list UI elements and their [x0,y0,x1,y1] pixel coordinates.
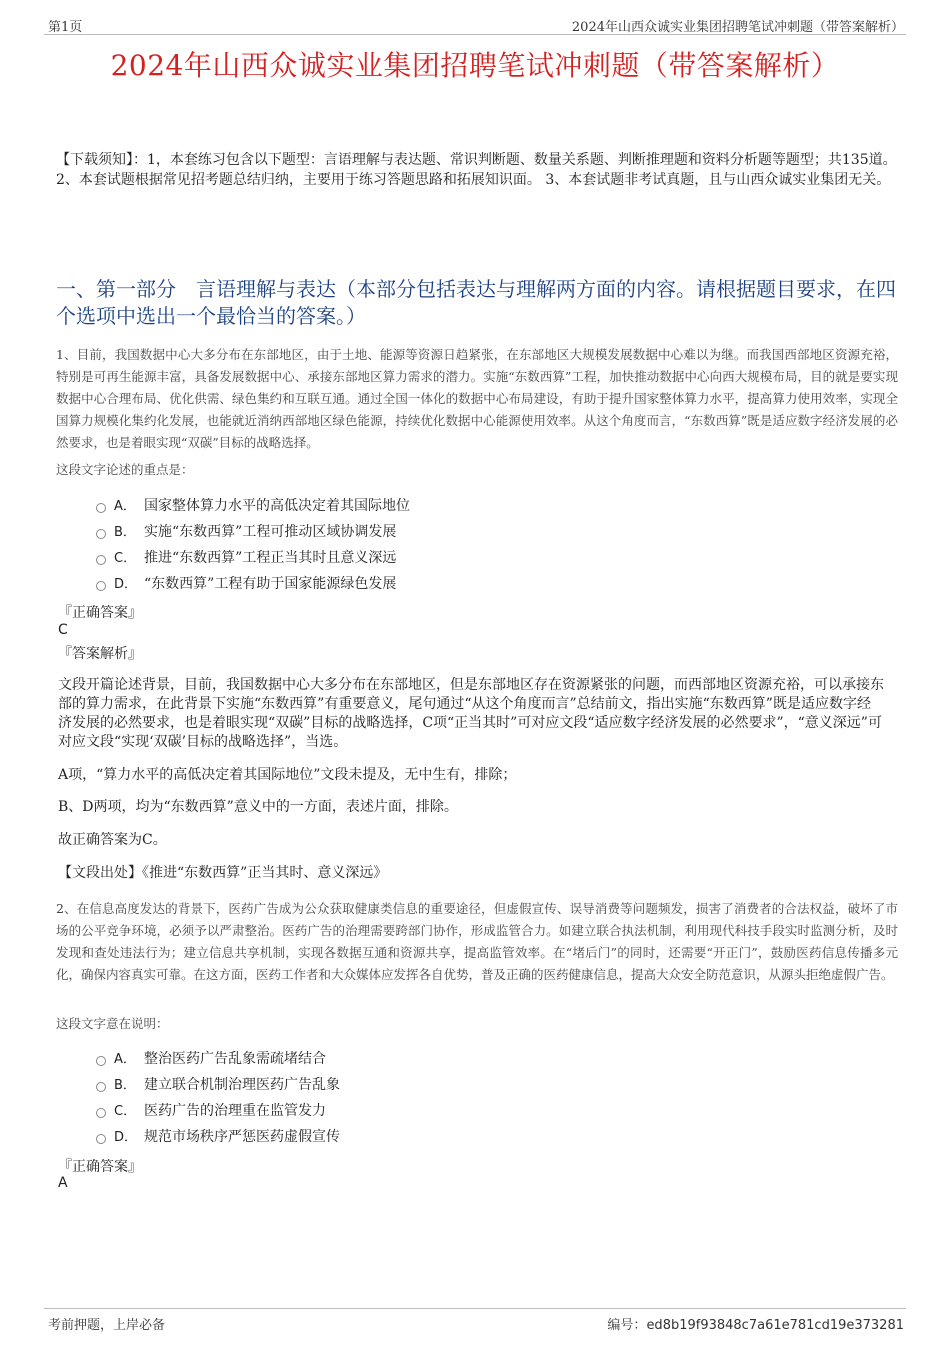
q1-analysis-conclusion: 故正确答案为C。 [58,832,167,848]
radio-icon[interactable] [96,1134,106,1144]
q1-option-b[interactable]: B． 实施“东数西算”工程可推动区域协调发展 [96,521,396,543]
footer-slogan: 考前押题，上岸必备 [48,1318,166,1333]
footer-divider [44,1308,906,1309]
q1-option-c[interactable]: C． 推进“东数西算”工程正当其时且意义深远 [96,547,396,569]
q1-analysis-paragraph: 文段开篇论述背景，目前，我国数据中心大多分布在东部地区，但是东部地区存在资源紧张的问题，而西部地区资源充裕，可以承接东部的算力需求，在此背景下实施“东数西算”有重要意义，尾句通过“从这个角度而言”总结前文，指出实施“东数西算”既是适应数字经济发展的必然要求，也是着眼实现“双碳”目标的战略选择，C项“正当其时”可对应文段“适应数字经济发展的必然要求”，“意义深远”可对应文段“实现‘双碳’目标的战略选择”，当选。 [58,677,884,750]
q2-option-d[interactable]: D． 规范市场秩序严惩医药虚假宣传 [96,1126,340,1148]
q1-source: 【文段出处】《推进“东数西算”正当其时、意义深远》 [58,865,388,881]
document-title: 2024年山西众诚实业集团招聘笔试冲刺题（带答案解析） [110,49,840,82]
q2-option-b[interactable]: B． 建立联合机制治理医药广告乱象 [96,1074,340,1096]
q1-analysis-label: 『答案解析』 [58,646,142,662]
q2-option-a[interactable]: A． 整治医药广告乱象需疏堵结合 [96,1048,326,1070]
radio-icon[interactable] [96,529,106,539]
radio-icon[interactable] [96,581,106,591]
section-heading: 一、第一部分 言语理解与表达（本部分包括表达与理解两方面的内容。请根据题目要求，在四个选项中选出一个最恰当的答案。） [56,277,896,328]
q1-answer: C [58,622,68,638]
header-divider [44,34,906,35]
radio-icon[interactable] [96,1082,106,1092]
q1-analysis-line-a: A项，“算力水平的高低决定着其国际地位”文段未提及，无中生有，排除； [58,767,517,783]
question-2-prompt: 这段文字意在说明： [56,1016,169,1031]
document-code [607,1314,904,1333]
q1-answer-label: 『正确答案』 [58,605,142,621]
running-header-title: 2024年山西众诚实业集团招聘笔试冲刺题（带答案解析） [571,20,904,35]
radio-icon[interactable] [96,1108,106,1118]
radio-icon[interactable] [96,555,106,565]
q2-answer: A [58,1175,68,1191]
q2-answer-label: 『正确答案』 [58,1159,142,1175]
q2-option-c[interactable]: C． 医药广告的治理重在监管发力 [96,1100,326,1122]
document-code-value: ed8b19f93848c7a61e781cd19e373281 [646,1318,904,1333]
page-number: 第1页 [48,20,83,35]
q1-option-a[interactable]: A． 国家整体算力水平的高低决定着其国际地位 [96,495,410,517]
download-notice: 【下载须知】：1，本套练习包含以下题型：言语理解与表达题、常识判断题、数量关系题、判断推理题和资料分析题等题型；共135道。 2、本套试题根据常见招考题总结归纳，主要用于练习答题思路和拓展知识面。 3、本套试题非考试真题，且与山西众诚实业集团无关。 [56,152,897,188]
question-1-text: 1、目前，我国数据中心大多分布在东部地区，由于土地、能源等资源日趋紧张，在东部地区大规模发展数据中心难以为继。而我国西部地区资源充裕，特别是可再生能源丰富，具备发展数据中心、承接东部地区算力需求的潜力。实施“东数西算”工程，加快推动数据中心向西大规模布局，目的就是要实现数据中心合理布局、优化供需、绿色集约和互联互通。通过全国一体化的数据中心布局建设，有助于提升国家整体算力水平，提高算力使用效率，实现全国算力规模化集约化发展，也能就近消纳西部地区绿色能源，持续优化数据中心能源使用效率。从这个角度而言，“东数西算”既是适应数字经济发展的必然要求，也是着眼实现“双碳”目标的战略选择。 [56,347,898,450]
question-2-text: 2、在信息高度发达的背景下，医药广告成为公众获取健康类信息的重要途径，但虚假宣传、误导消费等问题频发，损害了消费者的合法权益，破坏了市场的公平竞争环境，必须予以严肃整治。医药广告的治理需要跨部门协作，形成监管合力。如建立联合执法机制，利用现代科技手段实时监测分析，及时发现和查处违法行为；建立信息共享机制，实现各数据互通和资源共享，提高监管效率。在“堵后门”的同时，还需要“开正门”，鼓励医药信息传播多元化，确保内容真实可靠。在这方面，医药工作者和大众媒体应发挥各自优势，普及正确的医药健康信息，提高大众安全防范意识，从源头拒绝虚假广告。 [56,901,898,982]
radio-icon[interactable] [96,503,106,513]
document-code-label: 编号： [607,1318,647,1333]
q1-option-d[interactable]: D． “东数西算”工程有助于国家能源绿色发展 [96,573,396,595]
q1-analysis-line-bd: B、D两项，均为“东数西算”意义中的一方面，表述片面，排除。 [58,799,458,815]
radio-icon[interactable] [96,1056,106,1066]
question-1-prompt: 这段文字论述的重点是： [56,462,194,477]
